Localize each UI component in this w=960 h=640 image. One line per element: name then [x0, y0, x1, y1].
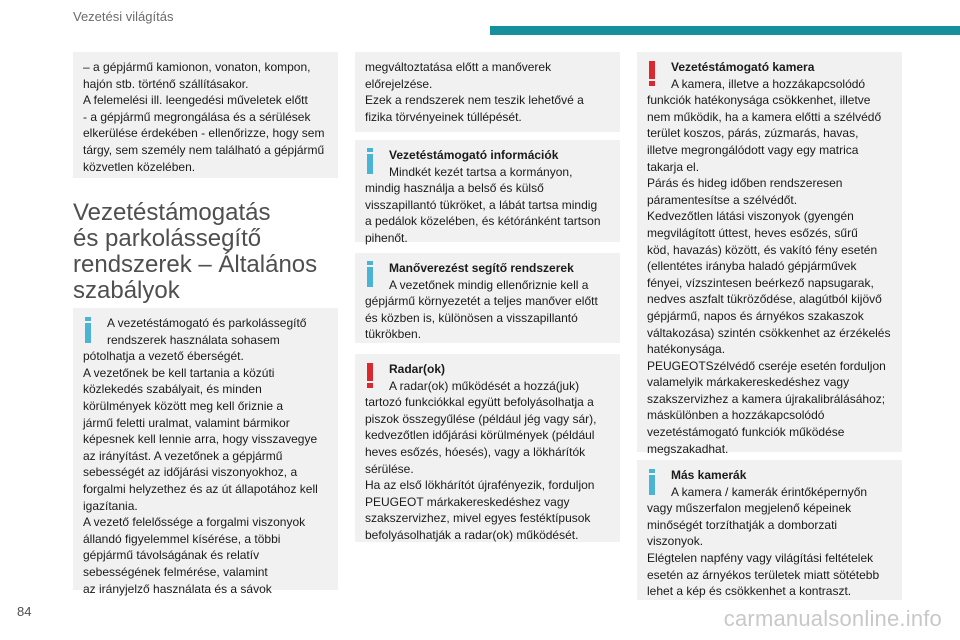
page-number: 84: [17, 604, 32, 619]
text-line: Ha az első lökhárítót újrafényezik, forduljon: [365, 478, 595, 493]
text-line: Ezek a rendszerek nem teszik lehetővé a: [365, 93, 584, 108]
general-rules-text: [73, 308, 338, 605]
maneuver-box: [355, 253, 620, 343]
box-title: Vezetéstámogató kamera: [671, 60, 815, 74]
text-line: gépjármű környezetét a teljes manőver előtt: [365, 294, 598, 309]
camera-warning-text: [637, 52, 902, 465]
text-line: gépjármű, napos és árnyékos szakaszok: [647, 308, 864, 323]
text-line: előrejelzése.: [365, 76, 433, 91]
text-line: A vezető felelőssége a forgalmi viszonyok: [83, 515, 306, 530]
text-line: mindig használja a belső és külső: [365, 181, 544, 196]
text-line: visszapillantó tükröket, a lábát tartsa mindig: [365, 197, 598, 212]
text-line: máskülönben a hozzákapcsolódó: [647, 408, 825, 423]
heading-line: szabályok: [73, 277, 180, 304]
text-line: - a gépjármű megrongálása és a sérülések: [83, 109, 311, 124]
running-header: Vezetési világítás: [73, 9, 174, 24]
text-line: esetén az árnyékos területek miatt sötétebb: [647, 567, 880, 582]
text-line: A kamera / kamerák érintőképernyőn: [671, 484, 868, 499]
text-line: terület koszos, párás, zúzmarás, havas,: [647, 126, 859, 141]
text-line: állandó figyelemmel kísérése, a többi: [83, 531, 281, 546]
text-line: hajón stb. történő szállításakor.: [83, 76, 249, 91]
text-line: illetve megrongálódott vagy egy matrica: [647, 142, 859, 157]
text-line: valamelyik márkakereskedéshez vagy: [647, 375, 850, 390]
camera-warning-box: [637, 52, 902, 456]
box-title: Radar(ok): [389, 362, 446, 376]
text-line: PEUGEOTSzélvédő cseréje esetén forduljon: [647, 358, 886, 373]
text-line: A vezetőnek be kell tartania a közúti: [83, 365, 275, 380]
other-cameras-text: [637, 460, 902, 608]
transport-note-text: [73, 52, 338, 183]
text-line: pótolhatja a vezető éberségét.: [83, 349, 244, 364]
general-rules-info-box: [73, 308, 338, 596]
box-title: Manőverezést segítő rendszerek: [389, 261, 574, 275]
text-line: kedvezőtlen időjárási körülmények (például: [365, 428, 595, 443]
text-line: körülmények között meg kell őriznie a: [83, 398, 284, 413]
text-line: PEUGEOT márkakereskedéshez vagy: [365, 494, 570, 509]
text-line: minőségét torzíthatják a domborzati: [647, 517, 838, 532]
text-line: befolyásolhatják a radar(ok) működését.: [365, 527, 579, 542]
text-line: A radar(ok) működését a hozzá(juk): [389, 378, 580, 393]
text-line: A kamera, illetve a hozzákapcsolódó: [671, 76, 866, 91]
text-line: páramentesítse a szélvédőt.: [647, 192, 798, 207]
text-line: Párás és hideg időben rendszeresen: [647, 176, 843, 191]
text-line: A vezetőnek mindig ellenőriznie kell a: [389, 277, 589, 292]
text-line: köd, havazás) között, és vakító fény esetén: [647, 242, 878, 257]
text-line: takarja el.: [647, 159, 700, 174]
text-line: és közben is, különösen a visszapillantó: [365, 310, 578, 325]
text-line: közlekedés szabályait, és minden: [83, 382, 262, 397]
text-line: vagy műszerfalon megjelenő képeinek: [647, 501, 852, 516]
text-line: jármű feletti uralmat, valamint bármikor: [83, 415, 290, 430]
text-line: hatékonysága.: [647, 342, 726, 357]
text-line: Elégtelen napfény vagy világítási feltételek: [647, 550, 874, 565]
text-line: funkciók hatékonysága csökkenhet, illetve: [647, 93, 871, 108]
text-line: tárgy, sem személy nem található a gépjármű: [83, 142, 325, 157]
box-title: Más kamerák: [671, 468, 747, 482]
continuation-text: [355, 52, 620, 133]
text-line: szakszervizhez a kamera újrakalibrálásához;: [647, 391, 886, 406]
text-line: szakszervizhez, mivel egyes festéktípusok: [365, 511, 591, 526]
text-line: Mindkét kezét tartsa a kormányon,: [389, 164, 573, 179]
text-line: Kedvezőtlen látási viszonyok (gyengén: [647, 209, 854, 224]
text-line: sebességét az időjárási viszonyokhoz, a: [83, 465, 298, 480]
text-line: tartozó funkciókkal együtt befolyásolhatja a: [365, 395, 594, 410]
text-line: vezetéstámogató funkciók működése: [647, 425, 845, 440]
other-cameras-box: [637, 460, 902, 600]
text-line: heves esőzés, hóesés), vagy a lökhárítók: [365, 444, 586, 459]
text-line: megváltoztatása előtt a manőverek: [365, 60, 552, 74]
box-title: Vezetéstámogató információk: [389, 148, 559, 162]
text-line: közvetlen közelében.: [83, 159, 196, 174]
text-line: piszok összegyűlése (például jég vagy sár),: [365, 411, 597, 426]
text-line: az irányítást. A vezetőnek a gépjármű: [83, 448, 283, 463]
text-line: gépjármű távolságának és relatív: [83, 548, 260, 563]
text-line: sérülése.: [365, 461, 414, 476]
text-line: az irányjelző használata és a sávok: [83, 581, 272, 596]
heading-line: és parkolássegítő: [73, 225, 262, 252]
text-line: megszakadhat.: [647, 441, 729, 456]
text-line: nem működik, ha a kamera előtti a szélvédő: [647, 109, 882, 124]
text-line: lehet a kép és csökkenhet a kontraszt.: [647, 584, 852, 599]
section-heading: [73, 200, 338, 304]
text-line: igazítania.: [83, 498, 138, 513]
heading-line: Vezetéstámogatás: [73, 199, 271, 226]
text-line: A felemelési ill. leengedési műveletek előtt: [83, 93, 308, 108]
text-line: a pedálok közelében, és kétóránként tartson: [365, 214, 601, 229]
driving-info-text: [355, 140, 620, 255]
text-line: váltakozása) szintén csökkenhet az érzékelés: [647, 325, 891, 340]
radar-warning-text: [355, 354, 620, 552]
maneuver-text: [355, 253, 620, 351]
text-line: sebességének felmérése, valamint: [83, 564, 268, 579]
text-line: A vezetéstámogató és parkolássegítő: [107, 316, 307, 330]
text-line: képesnek kell lennie arra, hogy visszavegye: [83, 432, 318, 447]
watermark: carmanualsonline.info: [723, 606, 942, 631]
radar-warning-box: [355, 354, 620, 542]
text-line: megvilágított úttest, heves esőzés, sűrű: [647, 225, 858, 240]
text-line: (ellentétes irányba haladó gépjárművek: [647, 259, 857, 274]
text-line: – a gépjármű kamionon, vonaton, kompon,: [83, 60, 311, 74]
transport-note-box: [73, 52, 338, 178]
text-line: tükrökben.: [365, 327, 422, 342]
text-line: fényei, vízszintesen beérkező napsugarak,: [647, 275, 874, 290]
text-line: pihenőt.: [365, 230, 408, 245]
heading-line: rendszerek – Általános: [73, 251, 318, 278]
continuation-box: [355, 52, 620, 132]
text-line: fizika törvényeinek túllépését.: [365, 109, 522, 124]
text-line: nedves aszfalt tükröződése, alagútból kijövő: [647, 292, 882, 307]
text-line: elkerülése érdekében - ellenőrizze, hogy sem: [83, 126, 325, 141]
text-line: rendszerek használata sohasem: [107, 332, 280, 347]
text-line: viszonyok.: [647, 534, 704, 549]
header-accent-bar: [490, 26, 960, 35]
text-line: forgalmi helyzethez és az út állapotához kell: [83, 481, 318, 496]
driving-info-box: [355, 140, 620, 245]
